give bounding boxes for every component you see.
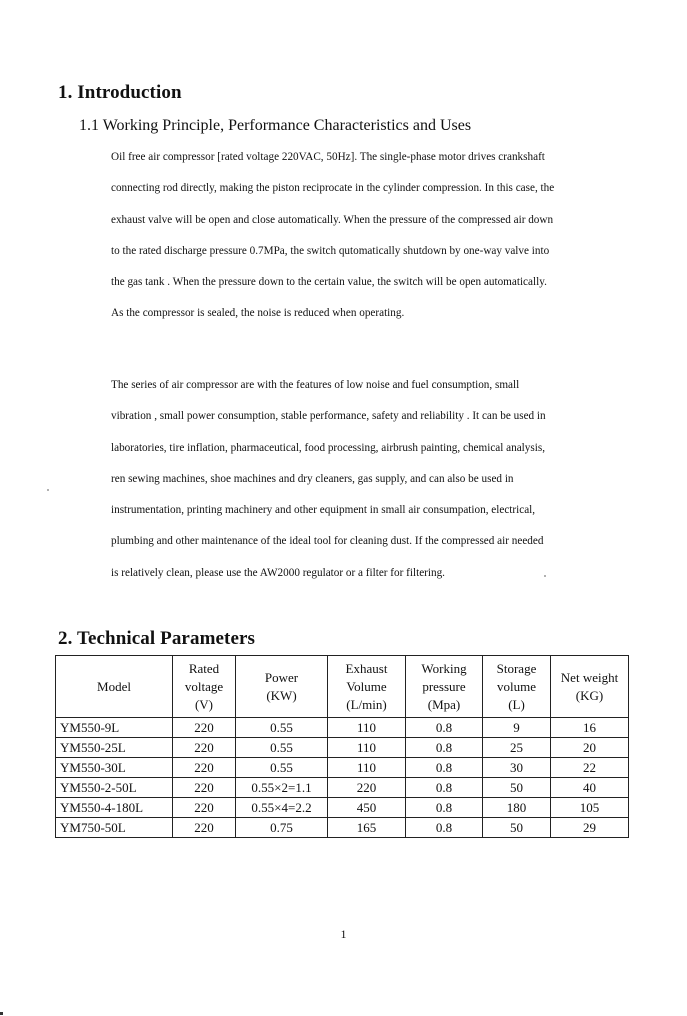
paragraph-line: exhaust valve will be open and close automatically. When the pressure of the compressed air down	[111, 213, 554, 226]
scan-edge-mark	[0, 1012, 3, 1015]
cell-pressure: 0.8	[406, 778, 483, 798]
cell-storage: 9	[483, 718, 551, 738]
table-row	[56, 778, 629, 798]
table-row	[56, 738, 629, 758]
header-line: Model	[97, 678, 131, 694]
header-line: (Mpa)	[427, 696, 461, 712]
table-row	[56, 758, 629, 778]
header-net-weight	[551, 656, 629, 718]
header-line: Net weight	[560, 669, 619, 685]
header-exhaust-volume	[328, 656, 406, 718]
header-model	[56, 656, 173, 718]
cell-model: YM550-25L	[56, 738, 173, 758]
cell-power: 0.75	[236, 818, 328, 838]
scan-speck	[47, 489, 49, 491]
paragraph-line: vibration , small power consumption, stable performance, safety and reliability . It can be used in	[111, 410, 546, 423]
cell-weight: 29	[551, 818, 629, 838]
section-1-heading: 1. Introduction	[58, 82, 182, 103]
header-line: (KW)	[266, 687, 297, 703]
paragraph-working-principle	[111, 142, 631, 330]
scan-speck	[544, 575, 546, 577]
paragraph-line: ren sewing machines, shoe machines and dry cleaners, gas supply, and can also be used in	[111, 472, 514, 485]
cell-voltage: 220	[173, 718, 236, 738]
paragraph-line: laboratories, tire inflation, pharmaceutical, food processing, airbrush painting, chemical analysis,	[111, 441, 545, 454]
paragraph-features-uses	[111, 370, 631, 589]
cell-model: YM550-2-50L	[56, 778, 173, 798]
cell-voltage: 220	[173, 818, 236, 838]
cell-model: YM550-4-180L	[56, 798, 173, 818]
cell-pressure: 0.8	[406, 738, 483, 758]
paragraph-line: plumbing and other maintenance of the ideal tool for cleaning dust. If the compressed air needed	[111, 535, 544, 548]
cell-storage: 30	[483, 758, 551, 778]
cell-voltage: 220	[173, 798, 236, 818]
paragraph-line: is relatively clean, please use the AW2000 regulator or a filter for filtering.	[111, 566, 445, 579]
cell-weight: 40	[551, 778, 629, 798]
cell-weight: 22	[551, 758, 629, 778]
cell-exhaust: 110	[328, 758, 406, 778]
header-power	[236, 656, 328, 718]
cell-power: 0.55×2=1.1	[236, 778, 328, 798]
cell-model: YM550-9L	[56, 718, 173, 738]
cell-pressure: 0.8	[406, 798, 483, 818]
header-line: Power	[264, 669, 299, 685]
cell-storage: 50	[483, 818, 551, 838]
cell-exhaust: 220	[328, 778, 406, 798]
paragraph-line: the gas tank . When the pressure down to the certain value, the switch will be open automatically.	[111, 276, 547, 289]
paragraph-line: Oil free air compressor [rated voltage 220VAC, 50Hz]. The single-phase motor drives crankshaft	[111, 151, 545, 163]
section-2-heading: 2. Technical Parameters	[58, 628, 256, 649]
cell-storage: 25	[483, 738, 551, 758]
header-line: voltage	[184, 678, 224, 694]
header-line: pressure	[422, 678, 466, 694]
header-line: Rated	[188, 660, 220, 676]
header-line: Storage	[496, 660, 537, 676]
table-row	[56, 718, 629, 738]
header-line: Exhaust	[345, 660, 388, 676]
header-line: volume	[497, 678, 536, 694]
cell-power: 0.55×4=2.2	[236, 798, 328, 818]
header-line: Working	[421, 660, 467, 676]
cell-weight: 20	[551, 738, 629, 758]
page-number: 1	[340, 927, 347, 941]
header-line: (L)	[508, 696, 525, 712]
cell-storage: 50	[483, 778, 551, 798]
header-line: (V)	[194, 696, 214, 712]
cell-voltage: 220	[173, 758, 236, 778]
cell-exhaust: 110	[328, 718, 406, 738]
table-header-row	[56, 656, 629, 718]
cell-voltage: 220	[173, 778, 236, 798]
cell-power: 0.55	[236, 718, 328, 738]
table-row	[56, 798, 629, 818]
header-rated-voltage	[173, 656, 236, 718]
header-line: Volume	[346, 678, 387, 694]
header-storage-volume	[483, 656, 551, 718]
cell-weight: 16	[551, 718, 629, 738]
cell-weight: 105	[551, 798, 629, 818]
technical-parameters-table	[55, 655, 629, 838]
paragraph-line: instrumentation, printing machinery and other equipment in small air consumpation, electrical,	[111, 504, 536, 517]
cell-voltage: 220	[173, 738, 236, 758]
cell-exhaust: 110	[328, 738, 406, 758]
cell-exhaust: 165	[328, 818, 406, 838]
cell-power: 0.55	[236, 738, 328, 758]
cell-pressure: 0.8	[406, 718, 483, 738]
cell-power: 0.55	[236, 758, 328, 778]
paragraph-line: to the rated discharge pressure 0.7MPa, the switch qutomatically shutdown by one-way valve into	[111, 244, 550, 257]
cell-model: YM750-50L	[56, 818, 173, 838]
cell-model: YM550-30L	[56, 758, 173, 778]
header-line: (KG)	[575, 687, 604, 703]
table-row	[56, 818, 629, 838]
subsection-1-1-heading: 1.1 Working Principle, Performance Characteristics and Uses	[79, 117, 472, 134]
cell-pressure: 0.8	[406, 758, 483, 778]
header-working-pressure	[406, 656, 483, 718]
paragraph-line: connecting rod directly, making the piston reciprocate in the cylinder compression. In this case, the	[111, 182, 555, 195]
cell-exhaust: 450	[328, 798, 406, 818]
cell-pressure: 0.8	[406, 818, 483, 838]
cell-storage: 180	[483, 798, 551, 818]
paragraph-line: As the compressor is sealed, the noise is reduced when operating.	[111, 307, 405, 320]
paragraph-line: The series of air compressor are with the features of low noise and fuel consumption, small	[111, 379, 520, 391]
header-line: (L/min)	[346, 696, 387, 712]
